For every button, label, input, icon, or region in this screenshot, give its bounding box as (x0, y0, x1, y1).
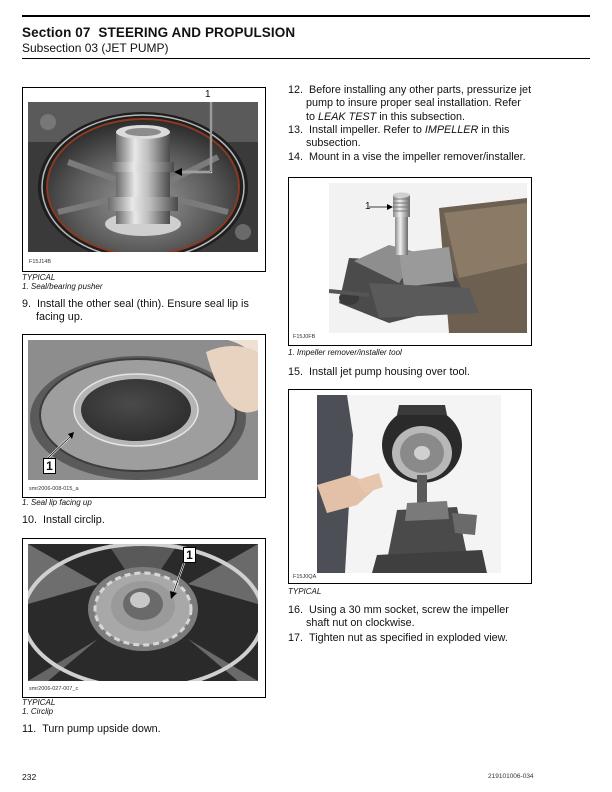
document-id: 219101006-034 (488, 773, 534, 780)
step-number: 16. (288, 604, 304, 616)
figure-caption-item: 1. Seal lip facing up (22, 498, 92, 507)
step-text-line: subsection. (306, 137, 361, 150)
page-number: 232 (22, 772, 37, 782)
figure-callout-1: 1 (205, 89, 211, 100)
step-10 (22, 514, 105, 527)
step-text-line: Tighten nut as specified in exploded view. (309, 632, 508, 644)
figure-caption-item: 1. Impeller remover/installer tool (288, 348, 402, 357)
step-number: 14. (288, 151, 304, 163)
step-number: 17. (288, 632, 304, 644)
step-15 (288, 366, 470, 379)
photo-jet-pump-housing (317, 395, 501, 573)
step-text-line: in this (478, 124, 510, 136)
step-text-line: shaft nut on clockwise. (306, 617, 415, 630)
figure-caption-title: TYPICAL (288, 587, 322, 596)
section-label: Section 07 (22, 25, 91, 40)
step-text-line: Mount in a vise the impeller remover/installer. (309, 151, 526, 163)
figure-id: F15J0QA (293, 574, 317, 580)
figure-id: F15J14B (29, 259, 52, 265)
step-number: 13. (288, 124, 304, 136)
section-name: STEERING AND PROPULSION (98, 25, 296, 40)
figure-caption-item: 1. Seal/bearing pusher (22, 282, 103, 291)
figure-callout-1: 1 (43, 458, 56, 474)
figure-callout-1: 1 (365, 201, 371, 212)
step-14 (288, 151, 526, 164)
step-number: 11. (22, 723, 37, 735)
header-top-rule (22, 15, 590, 17)
header-bottom-rule (22, 58, 590, 59)
leak-test-link[interactable]: LEAK TEST (318, 110, 377, 123)
figure-callout-1: 1 (183, 547, 196, 563)
figure-jet-pump-housing (288, 389, 532, 584)
photo-impeller-tool-vise (329, 183, 527, 333)
step-9 (22, 298, 267, 325)
photo-circlip (28, 544, 258, 681)
step-text-line: Install the other seal (thin). Ensure seal lip is (37, 298, 249, 310)
step-text-line: facing up. (36, 311, 83, 324)
step-number: 15. (288, 366, 304, 378)
photo-seal-bearing-pusher (28, 102, 258, 252)
step-number: 9. (22, 298, 32, 310)
step-text-line: in this subsection. (376, 110, 466, 123)
step-12 (288, 84, 588, 124)
step-text-line: Install circlip. (43, 514, 105, 526)
step-text-line: Before installing any other parts, pressurize jet (309, 84, 532, 96)
step-13 (288, 124, 588, 151)
photo-seal-lip (28, 340, 258, 480)
figure-id: smr2006-027-007_c (29, 686, 79, 692)
step-17 (288, 632, 508, 645)
subsection-title: Subsection 03 (JET PUMP) (22, 41, 169, 55)
figure-caption-title: TYPICAL (22, 273, 56, 282)
step-text-line: Using a 30 mm socket, screw the impeller (309, 604, 509, 616)
step-11 (22, 723, 161, 736)
figure-caption-item: 1. Circlip (22, 707, 54, 716)
figure-circlip (22, 538, 266, 698)
figure-caption-title: TYPICAL (22, 698, 56, 707)
figure-impeller-tool (288, 177, 532, 346)
figure-seal-bearing-pusher (22, 87, 266, 272)
impeller-link[interactable]: IMPELLER (424, 124, 479, 136)
figure-seal-lip (22, 334, 266, 498)
step-text-line: Install jet pump housing over tool. (309, 366, 470, 378)
figure-id: smr2006-008-015_a (29, 486, 79, 492)
step-16 (288, 604, 588, 631)
figure-id: F15J0FB (293, 334, 316, 340)
step-text-line: Install impeller. Refer to (309, 124, 425, 136)
step-number: 12. (288, 84, 304, 96)
step-text-line: pump to insure proper seal installation. Refer (306, 97, 521, 110)
section-title (22, 25, 295, 40)
step-text-line: to (306, 110, 319, 123)
step-number: 10. (22, 514, 38, 526)
step-text-line: Turn pump upside down. (42, 723, 161, 735)
